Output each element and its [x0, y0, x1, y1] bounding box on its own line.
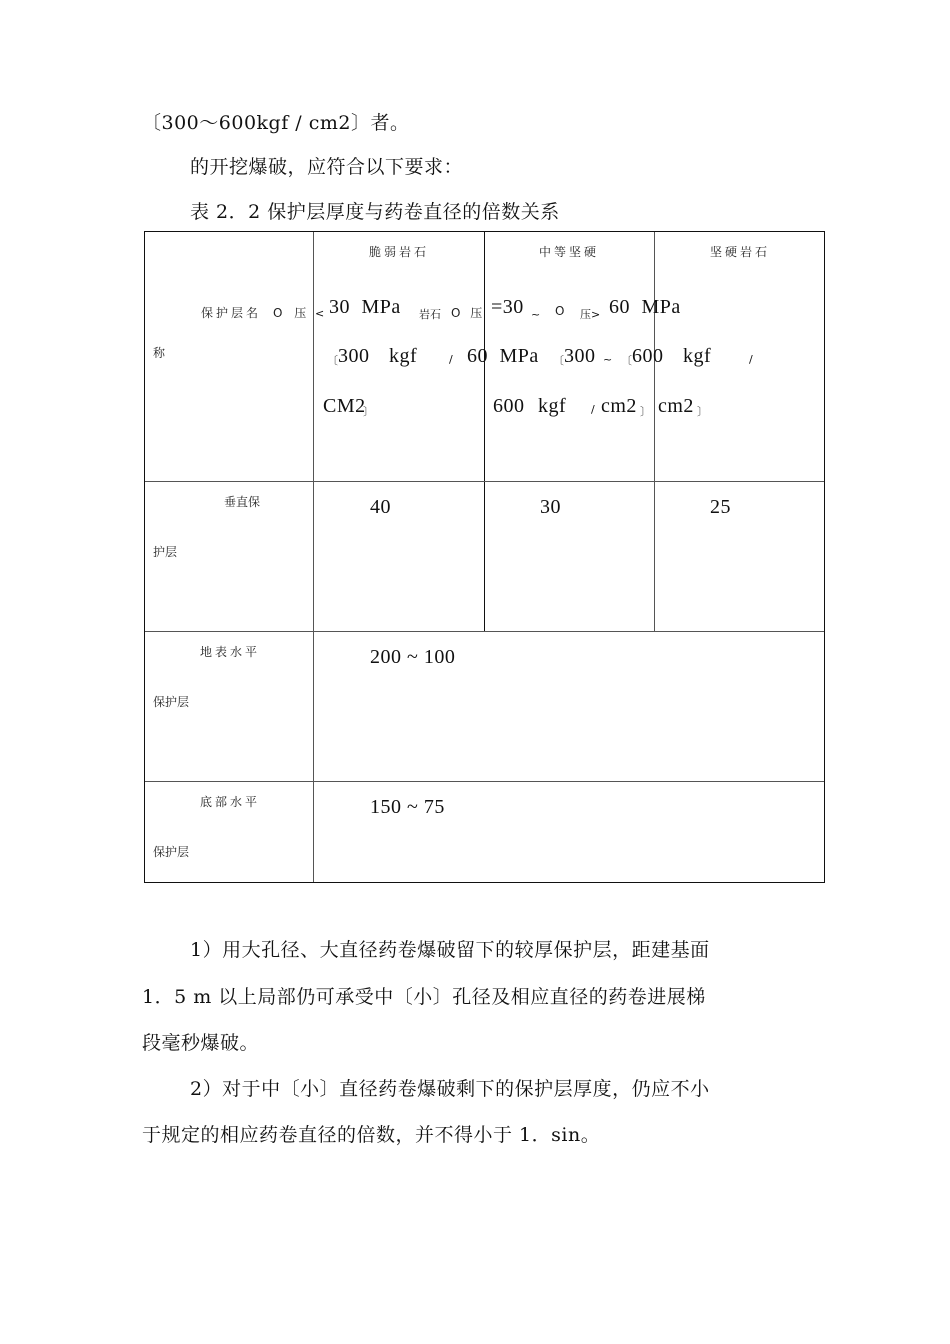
paragraph-line: 〔300～600kgf / cm2〕者。: [142, 112, 410, 134]
press-gt: 压>: [580, 308, 601, 321]
header-name-label-cont: 称: [153, 346, 166, 360]
tilde: ~: [603, 353, 613, 366]
table-cell-value: 40: [370, 496, 391, 518]
slash: /: [591, 403, 595, 416]
row-label-cont: 保护层: [153, 695, 190, 709]
paragraph-line: 的开挖爆破，应符合以下要求：: [190, 156, 464, 178]
sigma-fragment: O 压: [451, 306, 483, 320]
header-medium-hard: 中等坚硬: [539, 245, 600, 259]
header-sigma-fragment: O 压: [273, 306, 307, 320]
column-divider: [313, 232, 314, 882]
note-1-line: 段毫秒爆破。: [142, 1032, 260, 1054]
row-label: 垂直保: [224, 495, 261, 509]
row-label-cont: 保护层: [153, 845, 190, 859]
table-cell-value: 150 ~ 75: [370, 796, 445, 818]
row-label-cont: 护层: [153, 545, 178, 559]
sigma-o: O: [555, 304, 565, 318]
table-cell-value: 200 ~ 100: [370, 646, 456, 668]
slash: /: [449, 353, 453, 366]
header-hard-rock: 坚硬岩石: [710, 245, 771, 259]
bracket: 〕: [697, 405, 708, 418]
table-cell-value: 25: [710, 496, 731, 518]
strength-value: 600 kgf: [632, 345, 712, 367]
strength-value: 300: [564, 345, 596, 367]
header-fragile-rock: 脆弱岩石: [369, 245, 430, 259]
column-divider: [484, 232, 485, 632]
rock-label: 岩石: [419, 308, 441, 321]
tilde: ~: [531, 308, 541, 321]
unit-value: cm2: [658, 395, 694, 417]
strength-value: 60 MPa: [467, 345, 539, 367]
row-label: 地表水平: [200, 645, 261, 659]
note-1-line: 1）用大孔径、大直径药卷爆破留下的较厚保护层，距建基面: [190, 939, 710, 961]
row-divider: [145, 631, 824, 632]
strength-value: 300 kgf: [338, 345, 418, 367]
bracket: 〕: [640, 405, 651, 418]
bracket: 〔: [621, 354, 632, 367]
row-divider: [145, 481, 824, 482]
lt-sign: <: [315, 307, 325, 320]
note-2-line: 于规定的相应药卷直径的倍数，并不得小于 1．sin。: [142, 1124, 601, 1146]
strength-value: =30: [491, 296, 524, 318]
row-divider: [145, 781, 824, 782]
note-2-line: 2）对于中〔小〕直径药卷爆破剩下的保护层厚度，仍应不小: [190, 1078, 710, 1100]
unit-value: cm2: [601, 395, 637, 417]
strength-value: 60 MPa: [609, 296, 681, 318]
strength-value: 600 kgf: [493, 395, 567, 417]
column-divider: [654, 232, 655, 632]
table-caption: 表 2．2 保护层厚度与药卷直径的倍数关系: [190, 201, 560, 223]
slash: /: [749, 353, 753, 366]
unit-value: CM2: [323, 395, 366, 417]
header-name-label: 保护层名: [201, 306, 262, 320]
protection-layer-table: [144, 231, 825, 883]
bracket: 〔: [327, 354, 338, 367]
table-cell-value: 30: [540, 496, 561, 518]
note-1-line: 1．5 m 以上局部仍可承受中〔小〕孔径及相应直径的药卷进展梯: [142, 986, 706, 1008]
bracket: 〕: [363, 405, 374, 418]
bracket: 〔: [553, 354, 564, 367]
row-label: 底部水平: [200, 795, 261, 809]
strength-value: 30 MPa: [329, 296, 401, 318]
